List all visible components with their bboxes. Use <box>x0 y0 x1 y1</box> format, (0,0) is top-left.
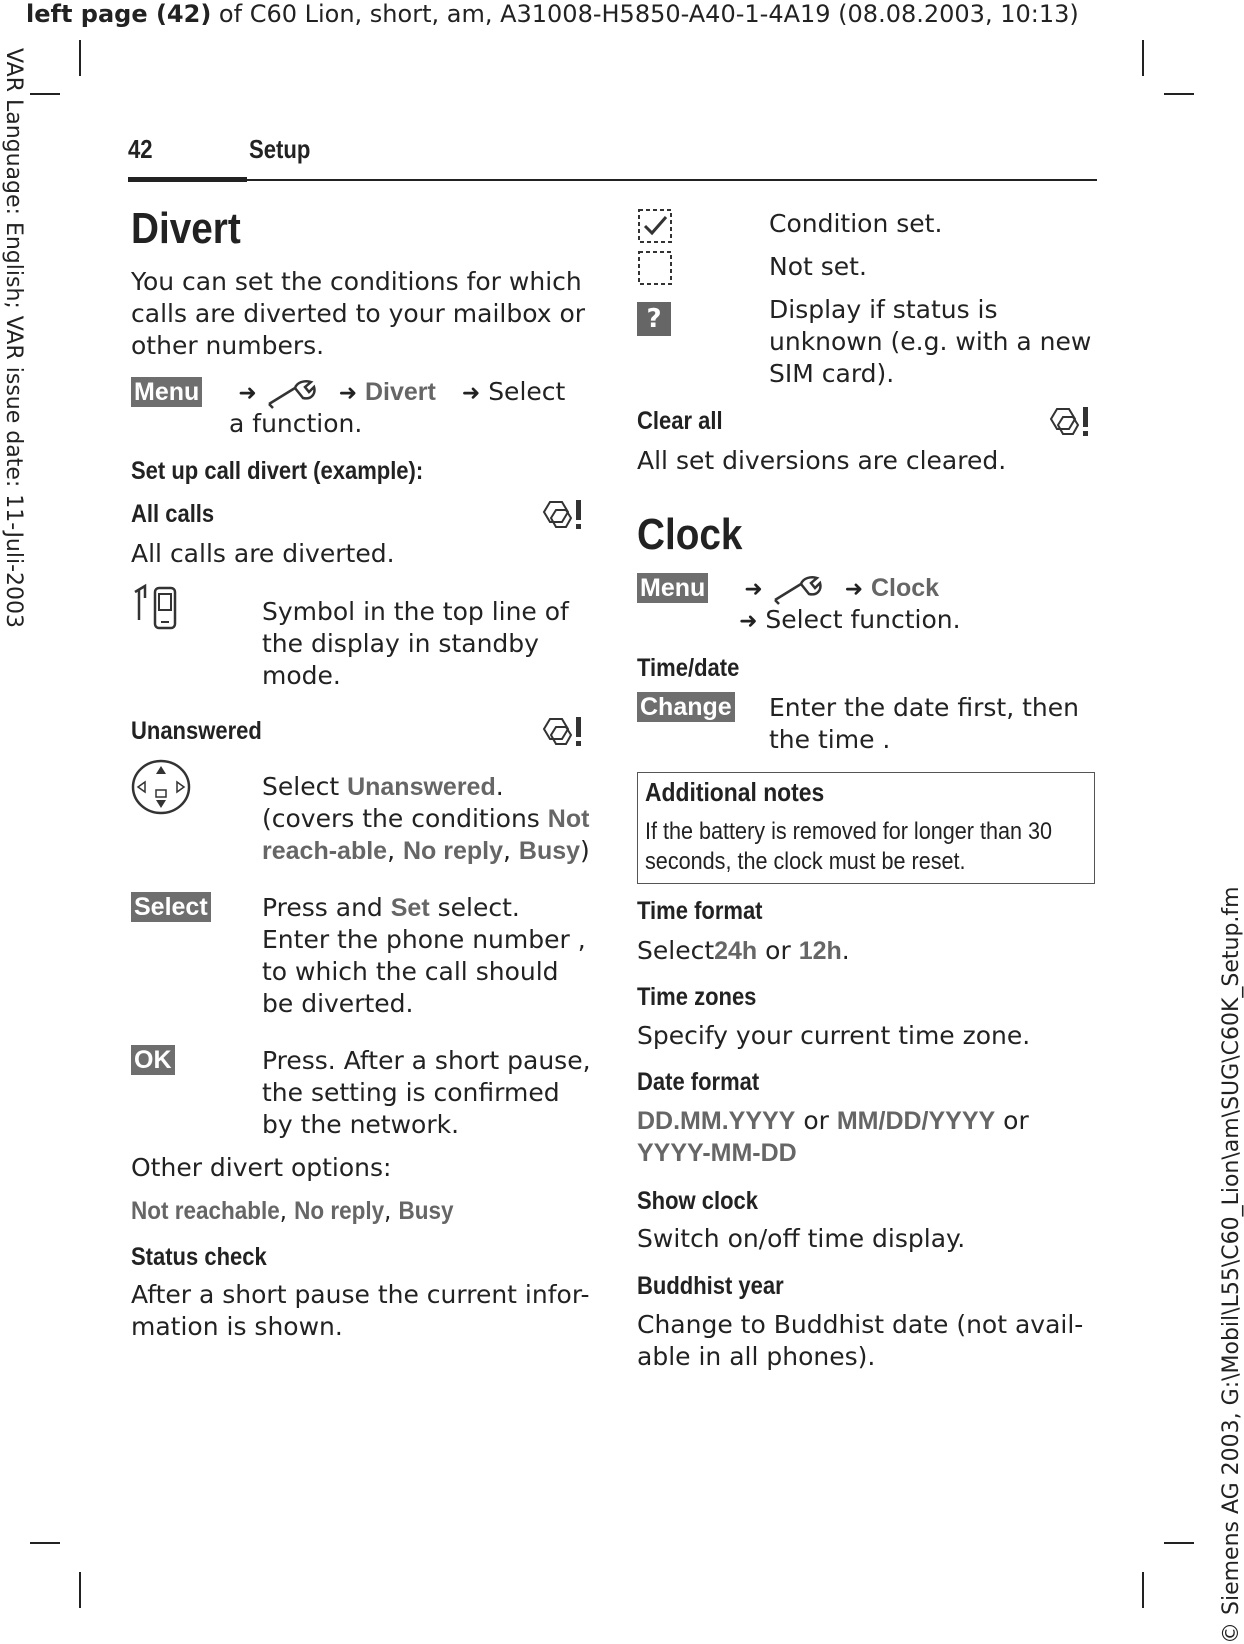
time-date-heading: Time/date <box>637 654 740 682</box>
wrench-icon <box>771 572 823 606</box>
crop-mark <box>79 40 81 76</box>
arrow-icon: ➜ <box>338 381 358 406</box>
additional-notes-box <box>637 772 1095 884</box>
buddhist-year-text: Change to Buddhist date (not avail-able in all phones). <box>637 1310 1084 1371</box>
symbol-text: Symbol in the top line of the display in standby mode. <box>262 597 569 690</box>
date-format-text: DD.MM.YYYY or MM/DD/YYYY or YYYY-MM-DD <box>637 1106 1029 1167</box>
clock-heading: Clock <box>637 510 743 559</box>
divert-heading: Divert <box>131 204 241 253</box>
time-zones-heading: Time zones <box>637 983 757 1011</box>
other-options-label: Other divert options: <box>131 1153 392 1182</box>
crop-mark <box>1142 1572 1144 1608</box>
all-calls-text: All calls are diverted. <box>131 539 395 568</box>
clock-menu-item: Clock <box>870 574 940 602</box>
wrench-icon <box>265 376 317 410</box>
change-softkey: Change <box>637 692 735 722</box>
show-clock-heading: Show clock <box>637 1187 759 1215</box>
unanswered-heading: Unanswered <box>131 717 262 745</box>
crop-mark <box>1142 40 1144 76</box>
date-format-heading: Date format <box>637 1068 760 1096</box>
crop-mark <box>30 93 60 95</box>
arrow-icon: ➜ <box>844 577 864 602</box>
network-function-icon <box>540 715 586 749</box>
buddhist-year-heading: Buddhist year <box>637 1272 784 1300</box>
clock-menu-path <box>637 572 1097 606</box>
header-rule-accent <box>128 177 247 182</box>
divert-path-continue: a function. <box>229 409 363 438</box>
condition-set-text: Condition set. <box>769 209 943 238</box>
page-number: 42 <box>128 134 153 164</box>
show-clock-text: Switch on/off time display. <box>637 1224 966 1253</box>
side-note-right: © Siemens AG 2003, G:\Mobil\L55\C60_Lion\am\SUG\C60K_Setup.fm <box>1219 886 1244 1644</box>
crop-mark <box>79 1572 81 1608</box>
network-function-icon <box>540 498 586 532</box>
side-note-left: VAR Language: English; VAR issue date: 11-Juli-2003 <box>1 48 26 629</box>
status-unknown-icon: ? <box>637 302 671 336</box>
print-header-line: left page (42) of C60 Lion, short, am, A31008-H5850-A40-1-4A19 (08.08.2003, 10:13) <box>26 0 1079 28</box>
time-format-heading: Time format <box>637 897 763 925</box>
clock-path-continue: ➜ Select function. <box>739 605 961 634</box>
divert-menu-path: Menu ➜ ➜ Divert ➜ Select <box>131 376 601 410</box>
divert-intro: You can set the conditions for which calls are diverted to your mailbox or other numbers. <box>131 267 586 360</box>
ok-softkey: OK <box>131 1045 175 1075</box>
checkbox-checked-icon <box>637 208 673 244</box>
network-function-icon <box>1047 405 1093 439</box>
select-text: Press and Set select. Enter the phone number , to which the call should be diverted. <box>262 893 586 1018</box>
notes-title: Additional notes <box>645 777 825 807</box>
crop-mark <box>30 1542 60 1544</box>
status-check-text: After a short pause the current infor-mation is shown. <box>131 1280 590 1341</box>
all-calls-heading: All calls <box>131 500 215 528</box>
ok-text: Press. After a short pause, the setting is confirmed by the network. <box>262 1046 591 1139</box>
time-format-text: Select24h or 12h. <box>637 936 850 965</box>
unanswered-text: Select Unanswered. (covers the conditions Not reach-able, No reply, Busy) <box>262 772 590 865</box>
notes-text: If the battery is removed for longer than 30 seconds, the clock must be reset. <box>645 818 1053 875</box>
divert-menu-item: Divert <box>364 378 436 406</box>
change-text: Enter the date first, then the time . <box>769 693 1079 754</box>
menu-softkey: Menu <box>131 377 202 407</box>
divert-symbol-icon <box>131 582 183 634</box>
clear-all-heading: Clear all <box>637 407 723 435</box>
time-zones-text: Specify your current time zone. <box>637 1021 1031 1050</box>
navigation-key-icon <box>130 758 192 816</box>
checkbox-empty-icon <box>637 250 673 286</box>
select-softkey: Select <box>131 892 211 922</box>
status-check-heading: Status check <box>131 1243 267 1271</box>
arrow-icon: ➜ <box>461 381 481 406</box>
not-set-text: Not set. <box>769 252 867 281</box>
unknown-status-text: Display if status is unknown (e.g. with a new SIM card). <box>769 295 1092 388</box>
section-title: Setup <box>249 134 311 164</box>
clear-all-text: All set diversions are cleared. <box>637 446 1007 475</box>
menu-softkey: Menu <box>637 573 708 603</box>
setup-heading: Set up call divert (example): <box>131 457 424 485</box>
arrow-icon: ➜ <box>238 381 257 406</box>
other-options-list: Not reachable, No reply, Busy <box>131 1196 454 1225</box>
arrow-icon: ➜ <box>739 609 758 634</box>
crop-mark <box>1164 1542 1194 1544</box>
crop-mark <box>1164 93 1194 95</box>
header-rule <box>128 179 1097 181</box>
arrow-icon: ➜ <box>744 577 763 602</box>
